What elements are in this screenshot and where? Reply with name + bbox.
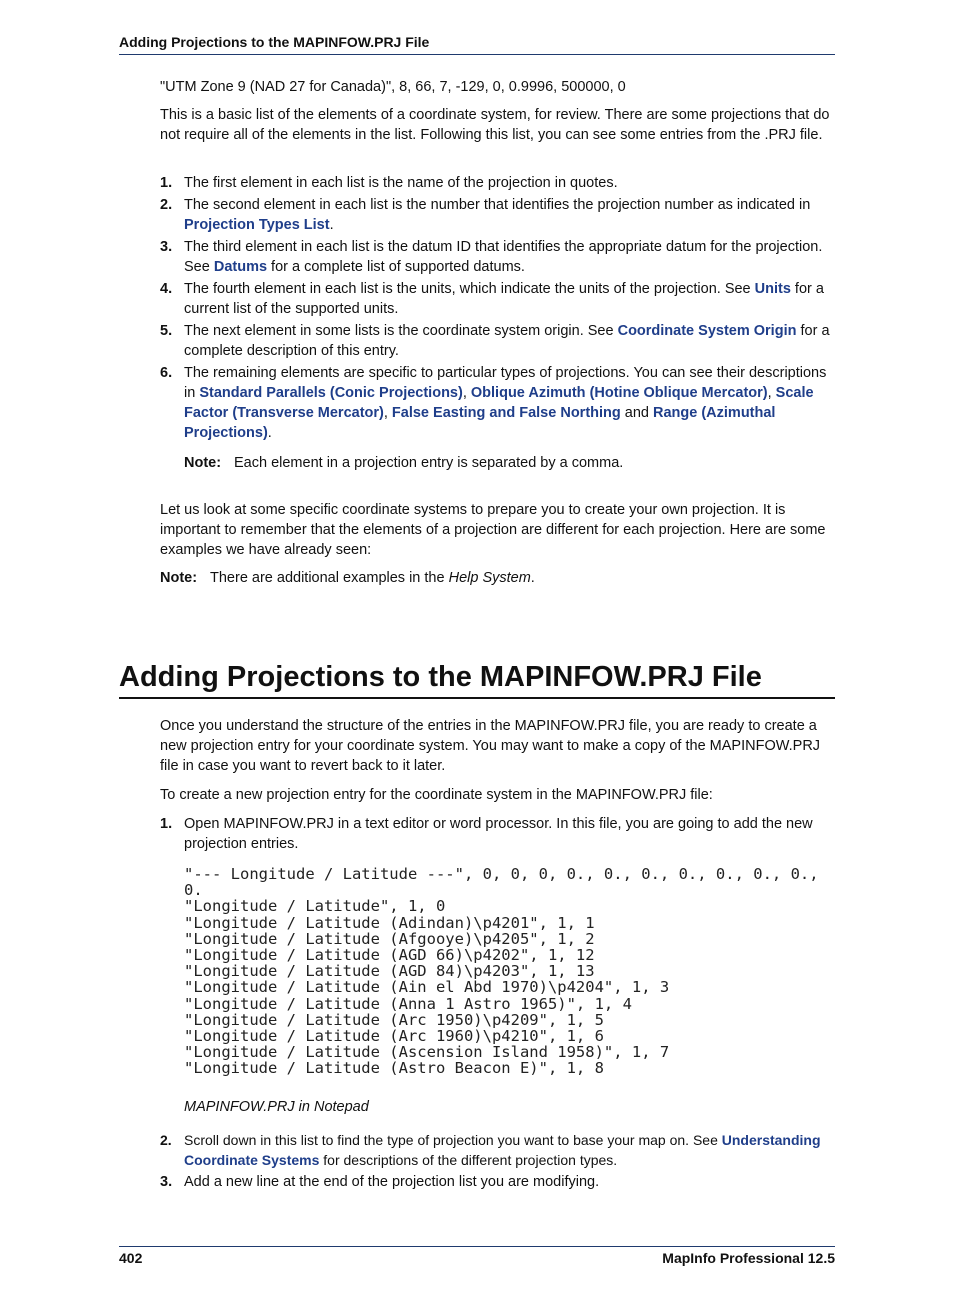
note-text: There are additional examples in the: [210, 570, 449, 586]
item-text: ,: [383, 405, 392, 421]
item-number: 4.: [160, 281, 173, 297]
item-text: The fourth element in each list is the units, which indicate the units of the projection. See: [184, 281, 755, 297]
list-item: [160, 814, 836, 854]
code-line: "Longitude / Latitude (Anna 1 Astro 1965)", 1, 4: [184, 994, 632, 1013]
code-line: "Longitude / Latitude", 1, 0: [184, 897, 446, 916]
section-paragraph: [160, 785, 836, 805]
list-item: [160, 279, 836, 319]
section-text: Once you understand the structure of the entries in the MAPINFOW.PRJ file, you are ready to create a new projection entry for your coordinate system. You may want to make a copy of the MAPINFOW.PRJ file in case you want to revert back to it later.: [160, 718, 821, 774]
link-projection-types-list[interactable]: Projection Types List: [184, 217, 330, 233]
code-line: "Longitude / Latitude (Arc 1960)\p4210", 1, 6: [184, 1027, 604, 1046]
code-line: "Longitude / Latitude (AGD 84)\p4203", 1, 13: [184, 962, 595, 981]
elements-list: [160, 173, 836, 445]
code-line: "Longitude / Latitude (Astro Beacon E)", 1, 8: [184, 1059, 604, 1078]
note-comma: [184, 453, 836, 473]
link-false-easting-northing[interactable]: False Easting and False Northing: [391, 405, 621, 421]
item-text: The first element in each list is the name of the projection in quotes.: [184, 175, 618, 191]
item-text: The third element in each list is the datum ID that identifies the appropriate datum for the projection. See: [184, 239, 823, 275]
link-standard-parallels[interactable]: Standard Parallels (Conic Projections): [199, 385, 463, 401]
page-number: 402: [119, 1250, 143, 1266]
item-number: 1.: [160, 175, 173, 191]
list-item: [160, 173, 836, 193]
running-header: Adding Projections to the MAPINFOW.PRJ File: [119, 34, 835, 55]
code-line: "Longitude / Latitude (Afgooye)\p4205", 1, 2: [184, 929, 595, 948]
code-line: "Longitude / Latitude (Ain el Abd 1970)\p4204", 1, 3: [184, 978, 670, 997]
list-item: [160, 1172, 836, 1192]
item-text: The next element in some lists is the coordinate system origin. See: [184, 323, 618, 339]
section-paragraph: [160, 716, 836, 776]
item-number: 5.: [160, 323, 173, 339]
step-text: for descriptions of the different projection types.: [319, 1152, 618, 1168]
note-text: Each element in a projection entry is separated by a comma.: [234, 455, 624, 471]
utm-text: "UTM Zone 9 (NAD 27 for Canada)", 8, 66, 7, -129, 0, 0.9996, 500000, 0: [160, 79, 626, 95]
item-text: and: [620, 405, 653, 421]
link-understanding-coordinate-systems[interactable]: Understanding Coordinate Systems: [184, 1132, 821, 1168]
list-item: [160, 237, 836, 277]
code-line: 0.: [184, 881, 203, 900]
note-text: .: [530, 570, 535, 586]
code-line: "--- Longitude / Latitude ---", 0, 0, 0, 0., 0., 0., 0., 0., 0., 0.,: [184, 865, 819, 883]
product-name: MapInfo Professional 12.5: [662, 1250, 835, 1266]
link-oblique-azimuth[interactable]: Oblique Azimuth (Hotine Oblique Mercator): [470, 385, 768, 401]
steps-list: [160, 814, 836, 856]
item-text: The remaining elements are specific to particular types of projections. You can see their descriptions in: [184, 365, 827, 401]
section-text: To create a new projection entry for the coordinate system in the MAPINFOW.PRJ file:: [160, 787, 713, 803]
list-item: [160, 321, 836, 361]
step-number: 1.: [160, 816, 173, 832]
code-line: "Longitude / Latitude (Ascension Island 1958)", 1, 7: [184, 1043, 670, 1062]
code-line: "Longitude / Latitude (Arc 1950)\p4209", 1, 5: [184, 1010, 604, 1029]
section-heading: Adding Projections to the MAPINFOW.PRJ File: [119, 657, 835, 699]
link-scale-factor[interactable]: Scale Factor (Transverse Mercator): [184, 385, 814, 421]
figure-caption: MAPINFOW.PRJ in Notepad: [184, 1099, 369, 1115]
item-number: 2.: [160, 197, 173, 213]
step-number: 2.: [160, 1132, 172, 1148]
link-units[interactable]: Units: [754, 281, 791, 297]
look-at-text: Let us look at some specific coordinate systems to prepare you to create your own projection. It is important to remember that the elements of a projection are different for each projection. Here are some examples we have already seen:: [160, 502, 826, 558]
list-item: [160, 195, 836, 235]
running-footer: [119, 1246, 835, 1266]
note-label: Note:: [160, 570, 198, 586]
item-number: 6.: [160, 365, 173, 381]
item-text: for a current list of the supported units.: [184, 281, 824, 317]
step-text: Open MAPINFOW.PRJ in a text editor or word processor. In this file, you are going to add the new projection entries.: [184, 816, 813, 852]
item-text: ,: [767, 385, 776, 401]
link-datums[interactable]: Datums: [213, 259, 268, 275]
step-text: Scroll down in this list to find the type of projection you want to base your map on. See: [184, 1132, 722, 1148]
intro-text: This is a basic list of the elements of a coordinate system, for review. There are some projections that do not require all of the elements in the list. Following this list, you can see some entries from the .PRJ file.: [160, 107, 830, 143]
item-text: The second element in each list is the number that identifies the projection number as indicated in: [184, 197, 811, 213]
look-at-paragraph: [160, 500, 836, 560]
item-text: .: [329, 217, 334, 233]
item-number: 3.: [160, 239, 173, 255]
note-label: Note:: [184, 455, 222, 471]
code-line: "Longitude / Latitude (Adindan)\p4201", 1, 1: [184, 913, 595, 932]
code-sample: [184, 866, 864, 1077]
utm-example-line: [160, 77, 836, 97]
help-system-text: Help System: [448, 570, 531, 586]
step-number: 3.: [160, 1174, 173, 1190]
note-help-system: [160, 568, 836, 588]
list-item: [160, 363, 836, 443]
link-coordinate-system-origin[interactable]: Coordinate System Origin: [617, 323, 797, 339]
steps-list-continued: [160, 1130, 836, 1194]
item-text: for a complete list of supported datums.: [267, 259, 525, 275]
intro-paragraph: [160, 105, 836, 145]
item-text: for a complete description of this entry.: [184, 323, 830, 359]
link-range-azimuthal[interactable]: Range (Azimuthal Projections): [184, 405, 776, 441]
step-text: Add a new line at the end of the projection list you are modifying.: [184, 1174, 600, 1190]
item-text: .: [267, 425, 272, 441]
list-item: [160, 1130, 836, 1170]
code-line: "Longitude / Latitude (AGD 66)\p4202", 1, 12: [184, 946, 595, 965]
item-text: ,: [462, 385, 471, 401]
